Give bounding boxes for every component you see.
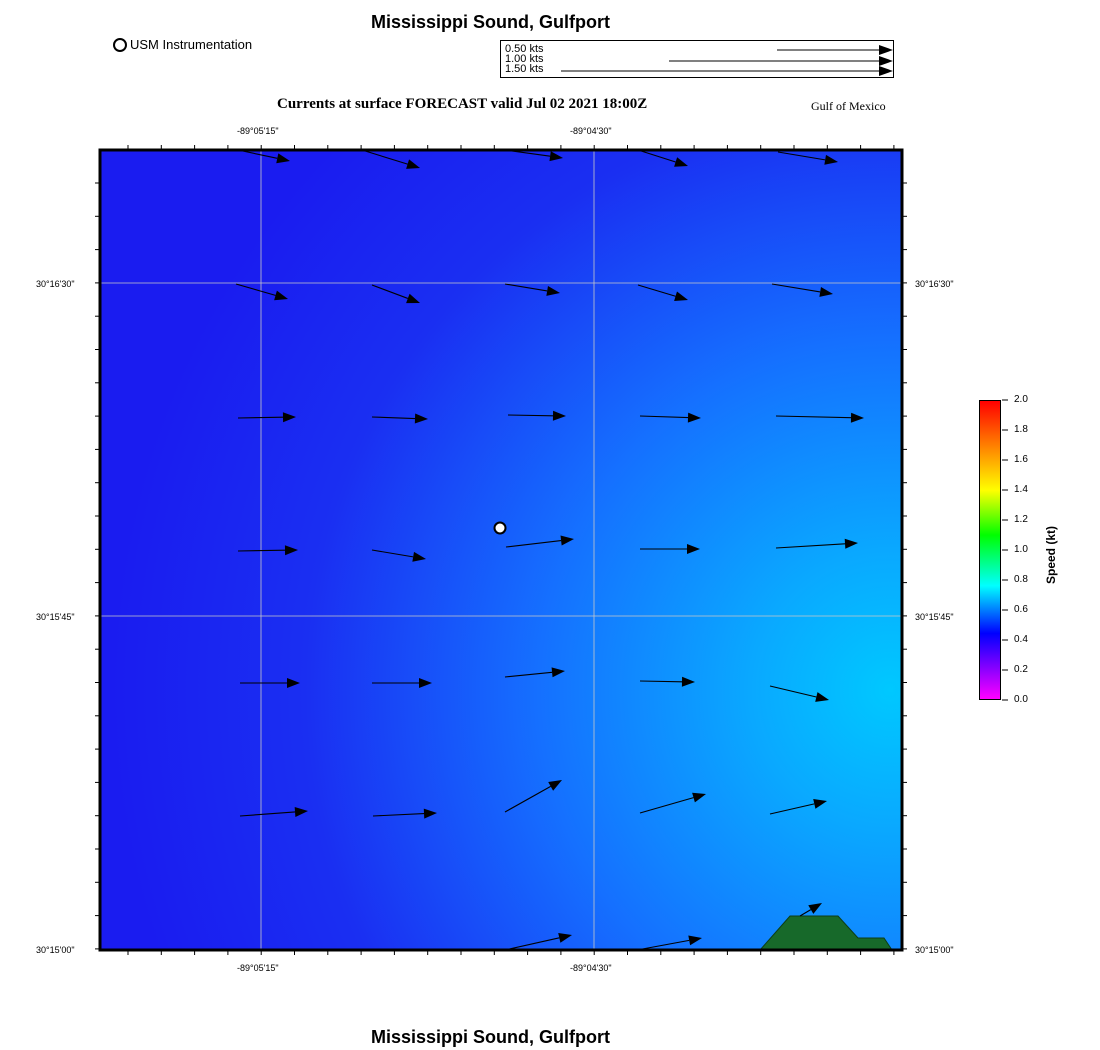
station-legend xyxy=(113,37,252,52)
bottom-tick-1: -89°05'15" xyxy=(237,963,279,973)
scale-label-100: 1.00 kts xyxy=(505,53,544,65)
right-tick-2: 30°15'45" xyxy=(915,612,954,622)
scale-arrow-100 xyxy=(669,56,893,66)
station-legend-label: USM Instrumentation xyxy=(130,37,253,52)
speed-colorbar xyxy=(979,400,1001,700)
colorbar-ticks xyxy=(1002,394,1042,714)
region-label: Gulf of Mexico xyxy=(811,99,886,113)
cb-tick: 0.2 xyxy=(1014,664,1028,675)
cb-tick: 1.2 xyxy=(1014,514,1028,525)
scale-arrows xyxy=(501,41,895,79)
cb-tick: 2.0 xyxy=(1014,394,1028,405)
top-tick-1: -89°05'15" xyxy=(237,126,279,136)
cb-tick-marks xyxy=(1002,394,1012,714)
cb-tick: 1.4 xyxy=(1014,484,1028,495)
left-tick-1: 30°16'30" xyxy=(36,279,75,289)
right-tick-1: 30°16'30" xyxy=(915,279,954,289)
right-tick-3: 30°15'00" xyxy=(915,945,954,955)
map-title-top: Mississippi Sound, Gulfport xyxy=(371,12,611,32)
cb-tick: 1.8 xyxy=(1014,424,1028,435)
cb-tick: 0.4 xyxy=(1014,634,1028,645)
scale-arrow-050 xyxy=(777,45,893,55)
water-area xyxy=(100,150,902,950)
scale-arrow-150 xyxy=(561,66,893,76)
forecast-subtitle: Currents at surface FORECAST valid Jul 02 2021 18:00Z xyxy=(277,96,648,112)
left-tick-2: 30°15'45" xyxy=(36,612,75,622)
cb-tick: 1.6 xyxy=(1014,454,1028,465)
current-map xyxy=(90,140,920,960)
cb-tick: 0.6 xyxy=(1014,604,1028,615)
map-title-bottom: Mississippi Sound, Gulfport xyxy=(371,1027,611,1047)
left-tick-3: 30°15'00" xyxy=(36,945,75,955)
scale-label-050: 0.50 kts xyxy=(505,43,544,55)
colorbar-title: Speed (kt) xyxy=(1044,525,1058,584)
scale-label-150: 1.50 kts xyxy=(505,63,544,75)
cb-tick: 1.0 xyxy=(1014,544,1028,555)
bottom-tick-2: -89°04'30" xyxy=(570,963,612,973)
arrow-scale-legend xyxy=(500,40,894,78)
cb-tick: 0.8 xyxy=(1014,574,1028,585)
usm-station-marker xyxy=(495,523,506,534)
station-marker-icon xyxy=(113,38,127,52)
top-tick-2: -89°04'30" xyxy=(570,126,612,136)
cb-tick: 0.0 xyxy=(1014,694,1028,705)
